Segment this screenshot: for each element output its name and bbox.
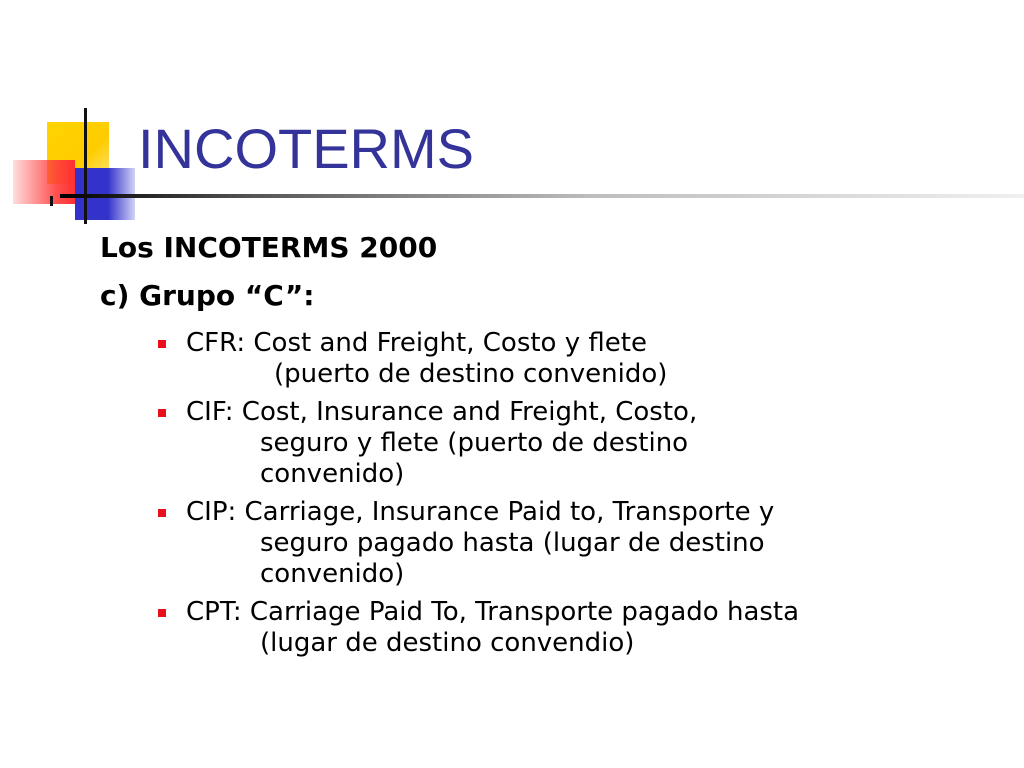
bullet-text-line: (lugar de destino convendio)	[260, 628, 635, 658]
group-subheading: c) Grupo “C”:	[100, 279, 315, 312]
bullet-list	[100, 328, 1000, 659]
list-item	[100, 397, 1000, 490]
list-item	[100, 497, 1000, 590]
bullet-text-line: CIP: Carriage, Insurance Paid to, Transporte y	[186, 497, 775, 527]
bullet-text-line: seguro pagado hasta (lugar de destino	[260, 528, 765, 558]
list-item	[100, 597, 1000, 659]
bullet-text-line: (puerto de destino convenido)	[274, 359, 668, 389]
square-bullet-icon	[158, 609, 166, 617]
list-item	[100, 328, 1000, 390]
title-underline	[60, 194, 1024, 198]
bullet-text-line: convenido)	[260, 559, 405, 589]
vertical-line-decoration	[84, 108, 87, 224]
bullet-text-line: CPT: Carriage Paid To, Transporte pagado hasta	[186, 597, 800, 627]
slide-content	[100, 224, 1000, 666]
square-bullet-icon	[158, 509, 166, 517]
square-bullet-icon	[158, 340, 166, 348]
bullet-text-line: seguro y flete (puerto de destino	[260, 428, 689, 458]
square-bullet-icon	[158, 409, 166, 417]
vertical-tick-decoration	[50, 196, 53, 206]
bullet-text-line: CIF: Cost, Insurance and Freight, Costo,	[186, 397, 698, 427]
section-heading: Los INCOTERMS 2000	[100, 231, 438, 264]
bullet-text-line: CFR: Cost and Freight, Costo y flete	[186, 328, 647, 358]
bullet-text-line: convenido)	[260, 459, 405, 489]
slide-title: INCOTERMS	[138, 117, 474, 180]
